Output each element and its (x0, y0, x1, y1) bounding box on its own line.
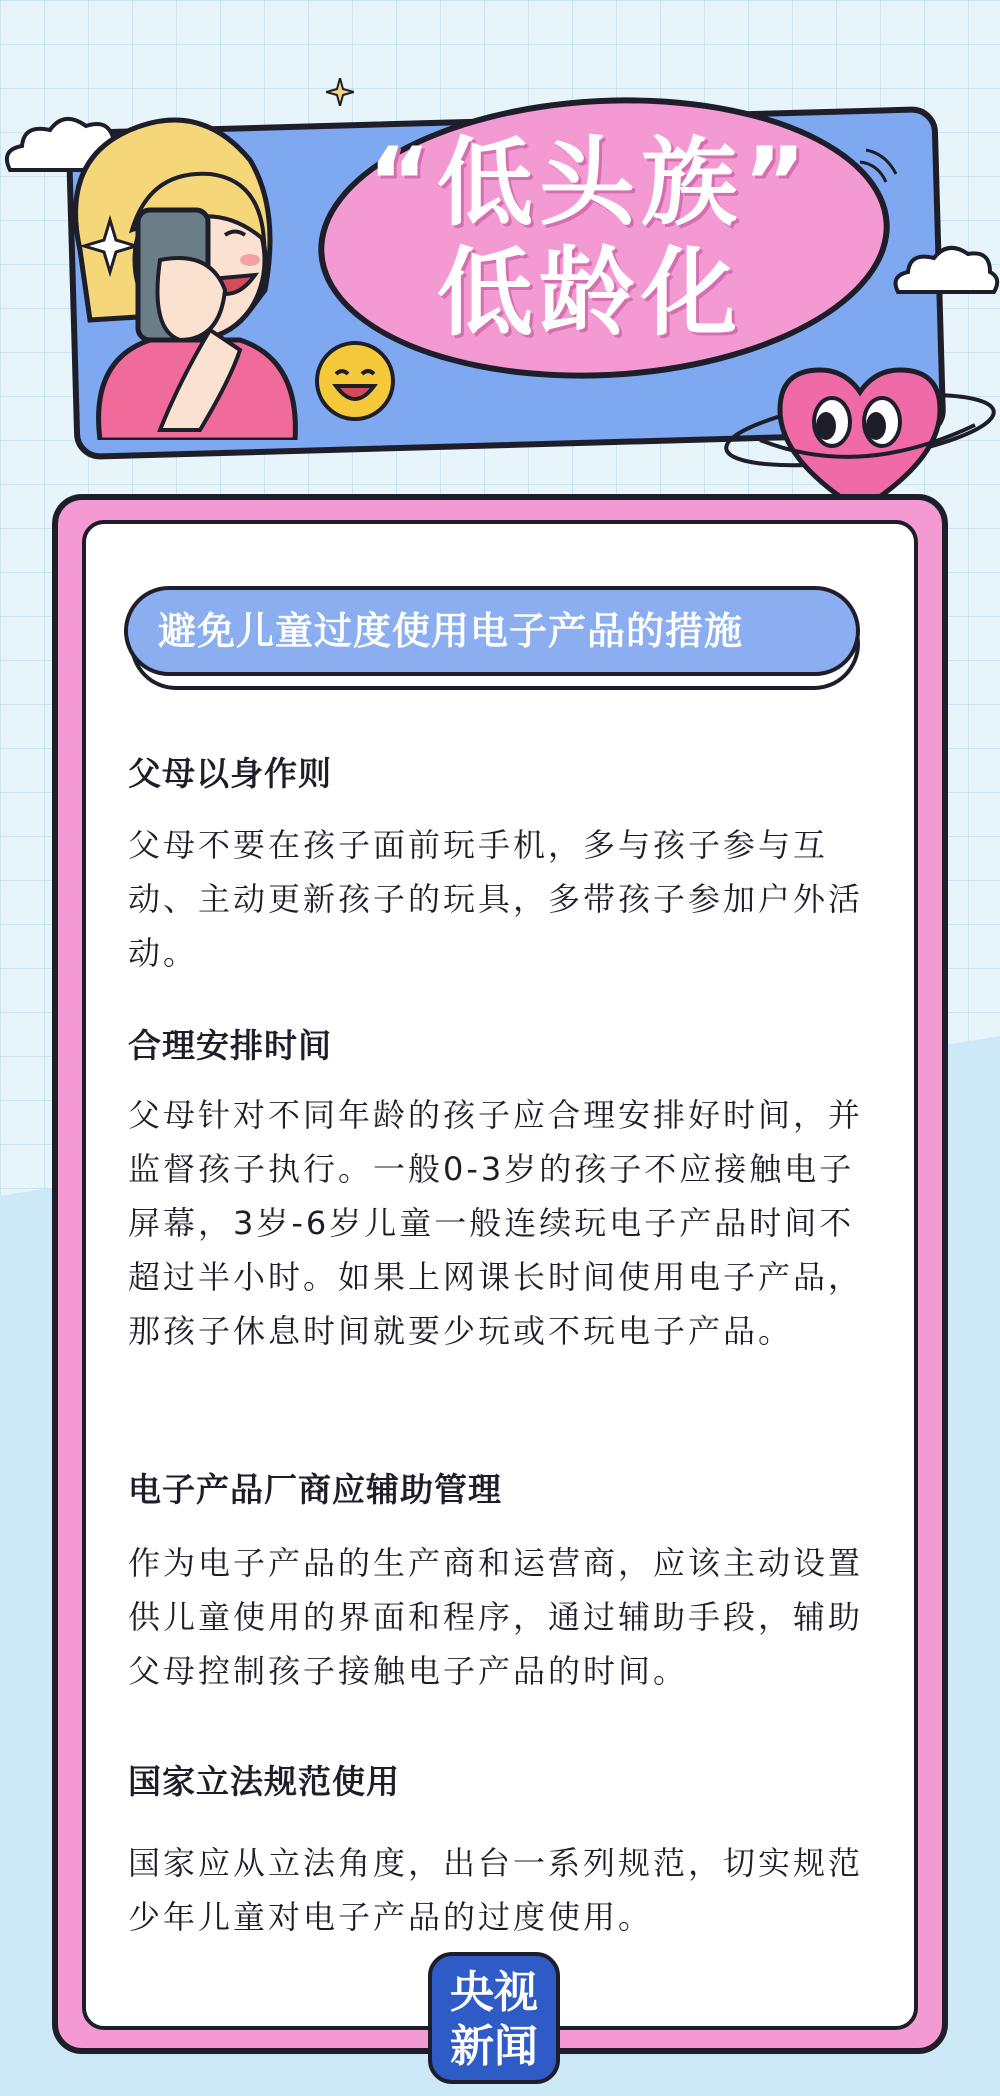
section-body: 父母不要在孩子面前玩手机，多与孩子参与互动、主动更新孩子的玩具，多带孩子参加户外活动。 (128, 826, 864, 972)
page-title (360, 128, 820, 348)
section-body: 父母针对不同年龄的孩子应合理安排好时间，并监督孩子执行。一般0-3岁的孩子不应接触电子屏幕，3岁-6岁儿童一般连续玩电子产品时间不超过半小时。如果上网课长时间使用电子产品，那孩子休息时间就要少玩或不玩电子产品。 (128, 1096, 864, 1350)
smiley-face-icon (312, 338, 398, 424)
header-illustration (0, 0, 1000, 520)
section-body: 国家应从立法角度，出台一系列规范，切实规范少年儿童对电子产品的过度使用。 (128, 1844, 864, 1936)
section-heading: 父母以身作则 (128, 754, 332, 793)
section-heading: 合理安排时间 (128, 1026, 332, 1065)
section-body: 作为电子产品的生产商和运营商，应该主动设置供儿童使用的界面和程序，通过辅助手段，辅助父母控制孩子接触电子产品的时间。 (128, 1544, 864, 1690)
motion-lines-icon (856, 140, 906, 190)
title-line-2: 低龄化 (437, 237, 743, 349)
girl-with-phone-illustration (50, 100, 320, 440)
section-heading: 电子产品厂商应辅助管理 (128, 1470, 502, 1509)
title-line-1: “低头族” (367, 127, 813, 239)
cctv-news-logo (428, 1952, 560, 2084)
heart-planet-icon (720, 330, 1000, 520)
sparkle-icon (326, 78, 354, 106)
subtitle-pill: 避免儿童过度使用电子产品的措施 (124, 586, 860, 676)
cloud-icon (890, 240, 1000, 300)
section-heading: 国家立法规范使用 (128, 1762, 400, 1801)
logo-line-1: 央视 (450, 1967, 538, 2018)
logo-line-2: 新闻 (450, 2021, 538, 2072)
